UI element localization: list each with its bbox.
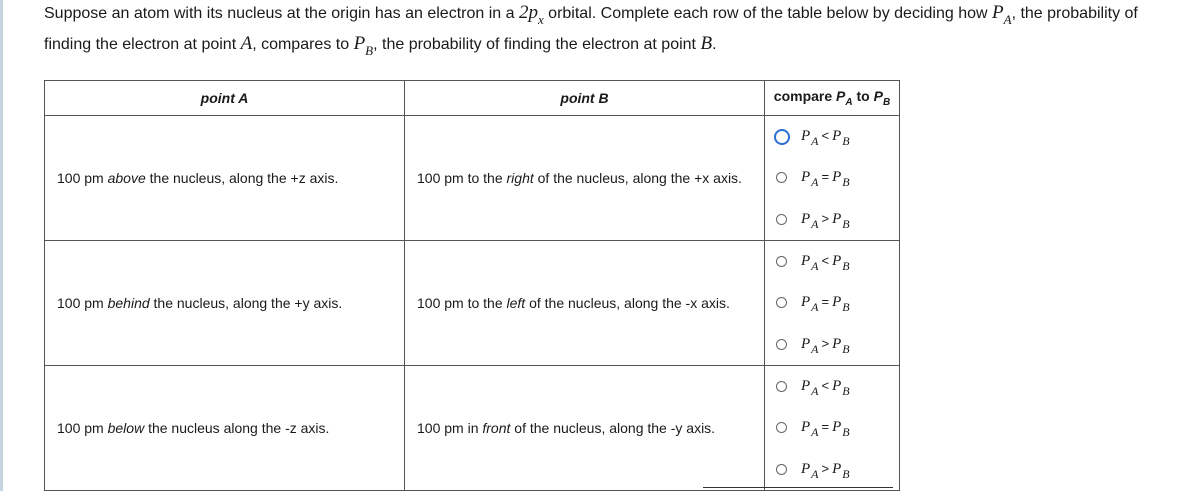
row-1-option-equal[interactable] — [765, 157, 899, 198]
cell-text: the nucleus, along the +z axis. — [145, 170, 339, 186]
header-pa-subscript: A — [845, 96, 853, 108]
subscript-a: A — [811, 300, 819, 315]
point-b-symbol: B — [700, 33, 713, 54]
cell-text: of the nucleus, along the -x axis. — [525, 295, 730, 311]
row-1-point-b — [405, 116, 765, 241]
question-text-segment: orbital. Complete each row of the table below by deciding how — [543, 5, 992, 22]
radio-button[interactable] — [776, 422, 787, 433]
greater-than-sign: > — [821, 460, 830, 476]
header-pa-symbol: P — [836, 88, 846, 105]
option-expression — [801, 128, 850, 149]
p-symbol: P — [832, 210, 842, 227]
row-2-option-equal[interactable] — [765, 282, 899, 323]
table-row — [45, 116, 900, 241]
header-point-b: point B — [405, 81, 765, 116]
cell-emphasis: left — [506, 295, 526, 311]
subscript-b: B — [842, 341, 850, 356]
subscript-a: A — [811, 425, 819, 440]
p-symbol: P — [832, 335, 842, 352]
radio-button[interactable] — [776, 464, 787, 475]
greater-than-sign: > — [821, 210, 830, 226]
question-text-segment: . — [712, 36, 717, 53]
pa-symbol: P — [992, 2, 1004, 23]
question-text-segment: Suppose an atom with its nucleus at the origin has an electron in a — [44, 5, 519, 22]
subscript-a: A — [811, 216, 819, 231]
p-symbol: P — [801, 253, 811, 270]
comparison-table — [44, 80, 900, 491]
radio-button[interactable] — [776, 297, 787, 308]
pa-subscript: A — [1003, 12, 1012, 27]
orbital-symbol: 2p — [518, 2, 538, 23]
header-compare — [765, 81, 900, 116]
row-1-option-less-than[interactable] — [765, 116, 899, 157]
row-1-option-greater-than[interactable] — [765, 199, 899, 240]
subscript-b: B — [842, 134, 850, 149]
radio-button[interactable] — [776, 172, 787, 183]
row-3-option-greater-than[interactable] — [765, 449, 899, 490]
subscript-a: A — [811, 341, 819, 356]
equal-sign: = — [821, 294, 830, 310]
p-symbol: P — [832, 419, 842, 436]
cell-emphasis: right — [506, 170, 534, 186]
p-symbol: P — [832, 378, 842, 395]
row-3-point-a — [45, 366, 405, 491]
cell-text: the nucleus along the -z axis. — [144, 420, 330, 436]
p-symbol: P — [801, 419, 811, 436]
header-point-a: point A — [45, 81, 405, 116]
header-compare-to: to — [852, 88, 874, 105]
question-text-segment: , the probability of finding the electron at point — [373, 36, 701, 53]
option-expression — [801, 294, 850, 315]
option-expression — [801, 210, 850, 231]
subscript-b: B — [842, 300, 850, 315]
row-2-point-b — [405, 241, 765, 366]
question-text-segment: finding the electron at point — [44, 36, 241, 53]
cell-text: 100 pm — [57, 420, 108, 436]
row-1-options — [765, 116, 900, 241]
subscript-a: A — [811, 384, 819, 399]
radio-button[interactable] — [776, 214, 787, 225]
cell-emphasis: below — [107, 420, 145, 436]
option-expression — [801, 253, 850, 274]
cell-text: 100 pm — [57, 170, 108, 186]
p-symbol: P — [801, 169, 811, 186]
cell-emphasis: front — [482, 420, 511, 436]
subscript-a: A — [811, 175, 819, 190]
cell-text: of the nucleus, along the -y axis. — [510, 420, 716, 436]
row-3-option-less-than[interactable] — [765, 366, 899, 407]
option-expression — [801, 419, 850, 440]
radio-button[interactable] — [776, 381, 787, 392]
row-3-option-equal[interactable] — [765, 407, 899, 448]
row-2-options — [765, 241, 900, 366]
question-line-1 — [44, 2, 1138, 27]
cell-text: 100 pm to the — [417, 170, 507, 186]
cell-text: 100 pm to the — [417, 295, 507, 311]
p-symbol: P — [832, 253, 842, 270]
table-row — [45, 366, 900, 491]
p-symbol: P — [801, 460, 811, 477]
row-2-point-a — [45, 241, 405, 366]
p-symbol: P — [801, 335, 811, 352]
row-3-point-b — [405, 366, 765, 491]
point-a-symbol: A — [240, 33, 253, 54]
equal-sign: = — [821, 419, 830, 435]
p-symbol: P — [832, 460, 842, 477]
row-3-options — [765, 366, 900, 491]
bottom-divider — [703, 487, 893, 488]
orbital-subscript: x — [537, 12, 544, 27]
cell-text: of the nucleus, along the +x axis. — [533, 170, 742, 186]
option-expression — [801, 460, 850, 481]
subscript-b: B — [842, 216, 850, 231]
less-than-sign: < — [821, 253, 830, 269]
subscript-a: A — [811, 134, 819, 149]
cell-text: the nucleus, along the +y axis. — [149, 295, 343, 311]
subscript-b: B — [842, 466, 850, 481]
subscript-b: B — [842, 384, 850, 399]
less-than-sign: < — [821, 378, 830, 394]
header-pb-subscript: B — [882, 96, 891, 108]
comparison-table-wrapper — [44, 80, 900, 491]
cell-text: 100 pm — [57, 295, 108, 311]
p-symbol: P — [832, 294, 842, 311]
header-compare-text: compare — [773, 88, 837, 105]
subscript-b: B — [842, 175, 850, 190]
table-header-row — [45, 81, 900, 116]
subscript-a: A — [811, 259, 819, 274]
p-symbol: P — [801, 294, 811, 311]
radio-button[interactable] — [776, 256, 787, 267]
option-expression — [801, 335, 850, 356]
option-expression — [801, 169, 850, 190]
cell-emphasis: behind — [107, 295, 150, 311]
header-pb-symbol: P — [873, 88, 883, 105]
option-expression — [801, 378, 850, 399]
radio-button[interactable] — [776, 339, 787, 350]
p-symbol: P — [801, 128, 811, 145]
p-symbol: P — [832, 128, 842, 145]
equal-sign: = — [821, 169, 830, 185]
subscript-a: A — [811, 466, 819, 481]
question-text-segment: , the probability of — [1011, 5, 1138, 22]
less-than-sign: < — [821, 128, 830, 144]
cell-text: 100 pm in — [417, 420, 483, 436]
question-line-2 — [44, 33, 717, 58]
p-symbol: P — [801, 378, 811, 395]
row-2-option-less-than[interactable] — [765, 241, 899, 282]
radio-button-focused[interactable] — [774, 129, 790, 145]
p-symbol: P — [832, 169, 842, 186]
row-2-option-greater-than[interactable] — [765, 324, 899, 365]
subscript-b: B — [842, 259, 850, 274]
row-1-point-a — [45, 116, 405, 241]
page-edge-bar — [0, 0, 3, 491]
greater-than-sign: > — [821, 335, 830, 351]
pb-subscript: B — [365, 43, 374, 58]
cell-emphasis: above — [107, 170, 146, 186]
subscript-b: B — [842, 425, 850, 440]
pb-symbol: P — [353, 33, 366, 54]
question-text-segment: , compares to — [252, 36, 354, 53]
p-symbol: P — [801, 210, 811, 227]
table-row — [45, 241, 900, 366]
